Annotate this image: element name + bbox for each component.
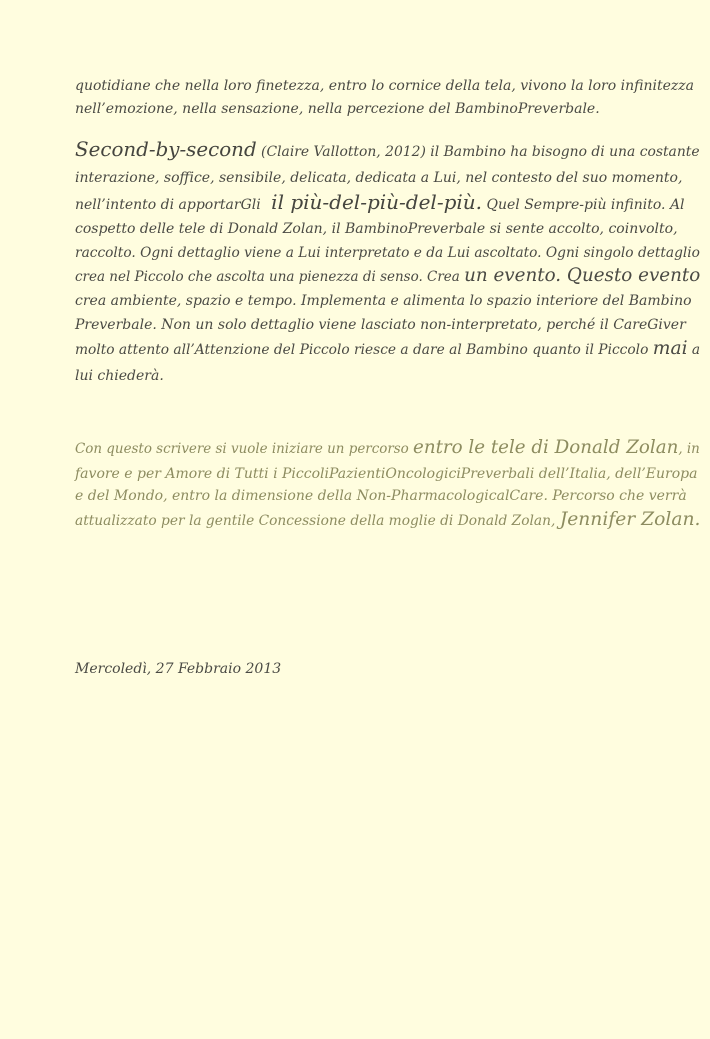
intro-line-1: quotidiane che nella loro finetezza, entro lo cornice della tela, vivono la loro infinitezza (75, 78, 694, 94)
closing-line-1-end: , in (678, 441, 700, 457)
main-line-6-start: crea nel Piccolo che ascolta una pienezza di senso. Crea (75, 269, 465, 285)
piu-del-piu-emphasis: il più-del-più-del-più. (271, 190, 483, 214)
main-line-3-end: Quel Sempre-più infinito. Al (482, 197, 685, 213)
donald-zolan-emphasis: entro le tele di Donald Zolan (413, 436, 679, 458)
jennifer-zolan-emphasis: Jennifer Zolan. (559, 508, 701, 530)
un-evento-emphasis: un evento. Questo evento (464, 264, 701, 286)
main-line-2: interazione, soffice, sensibile, delicata, dedicata a Lui, nel contesto del suo momento, (75, 170, 683, 186)
main-line-10: lui chiederà. (75, 368, 164, 384)
main-line-1 (75, 139, 700, 159)
closing-line-2: favore e per Amore di Tutti i PiccoliPazientiOncologiciPreverbali dell’Italia, dell’Europa (75, 466, 698, 482)
main-line-7: crea ambiente, spazio e tempo. Implementa e alimenta lo spazio interiore del Bambino (75, 293, 692, 309)
intro-line-2: nell’emozione, nella sensazione, nella percezione del BambinoPreverbale. (75, 101, 600, 117)
main-line-9 (75, 339, 700, 358)
closing-line-3: e del Mondo, entro la dimensione della Non-PharmacologicalCare. Percorso che verrà (75, 488, 687, 504)
main-line-3 (75, 192, 685, 212)
main-line-5: raccolto. Ogni dettaglio viene a Lui interpretato e da Lui ascoltato. Ogni singolo dettaglio (75, 245, 700, 261)
citation-text: (Claire Vallotton, 2012) il Bambino ha bisogno di una costante (256, 144, 700, 160)
main-line-3-start: nell’intento di apportarGli (75, 197, 261, 213)
closing-line-4 (75, 510, 700, 529)
mai-emphasis: mai (652, 337, 688, 359)
main-line-6 (75, 266, 700, 285)
document-date: Mercoledì, 27 Febbraio 2013 (75, 661, 282, 677)
closing-line-1 (75, 438, 700, 457)
closing-line-1-start: Con questo scrivere si vuole iniziare un percorso (75, 441, 414, 457)
main-line-9-end: a (687, 342, 701, 358)
main-line-9-start: molto attento all’Attenzione del Piccolo riesce a dare al Bambino quanto il Piccolo (75, 342, 653, 358)
main-line-4: cospetto delle tele di Donald Zolan, il BambinoPreverbale si sente accolto, coinvolto, (75, 221, 678, 237)
second-by-second-heading: Second-by-second (75, 137, 257, 161)
closing-line-4-start: attualizzato per la gentile Concessione della moglie di Donald Zolan, (75, 513, 560, 529)
main-line-8: Preverbale. Non un solo dettaglio viene lasciato non-interpretato, perché il CareGiver (75, 317, 686, 333)
